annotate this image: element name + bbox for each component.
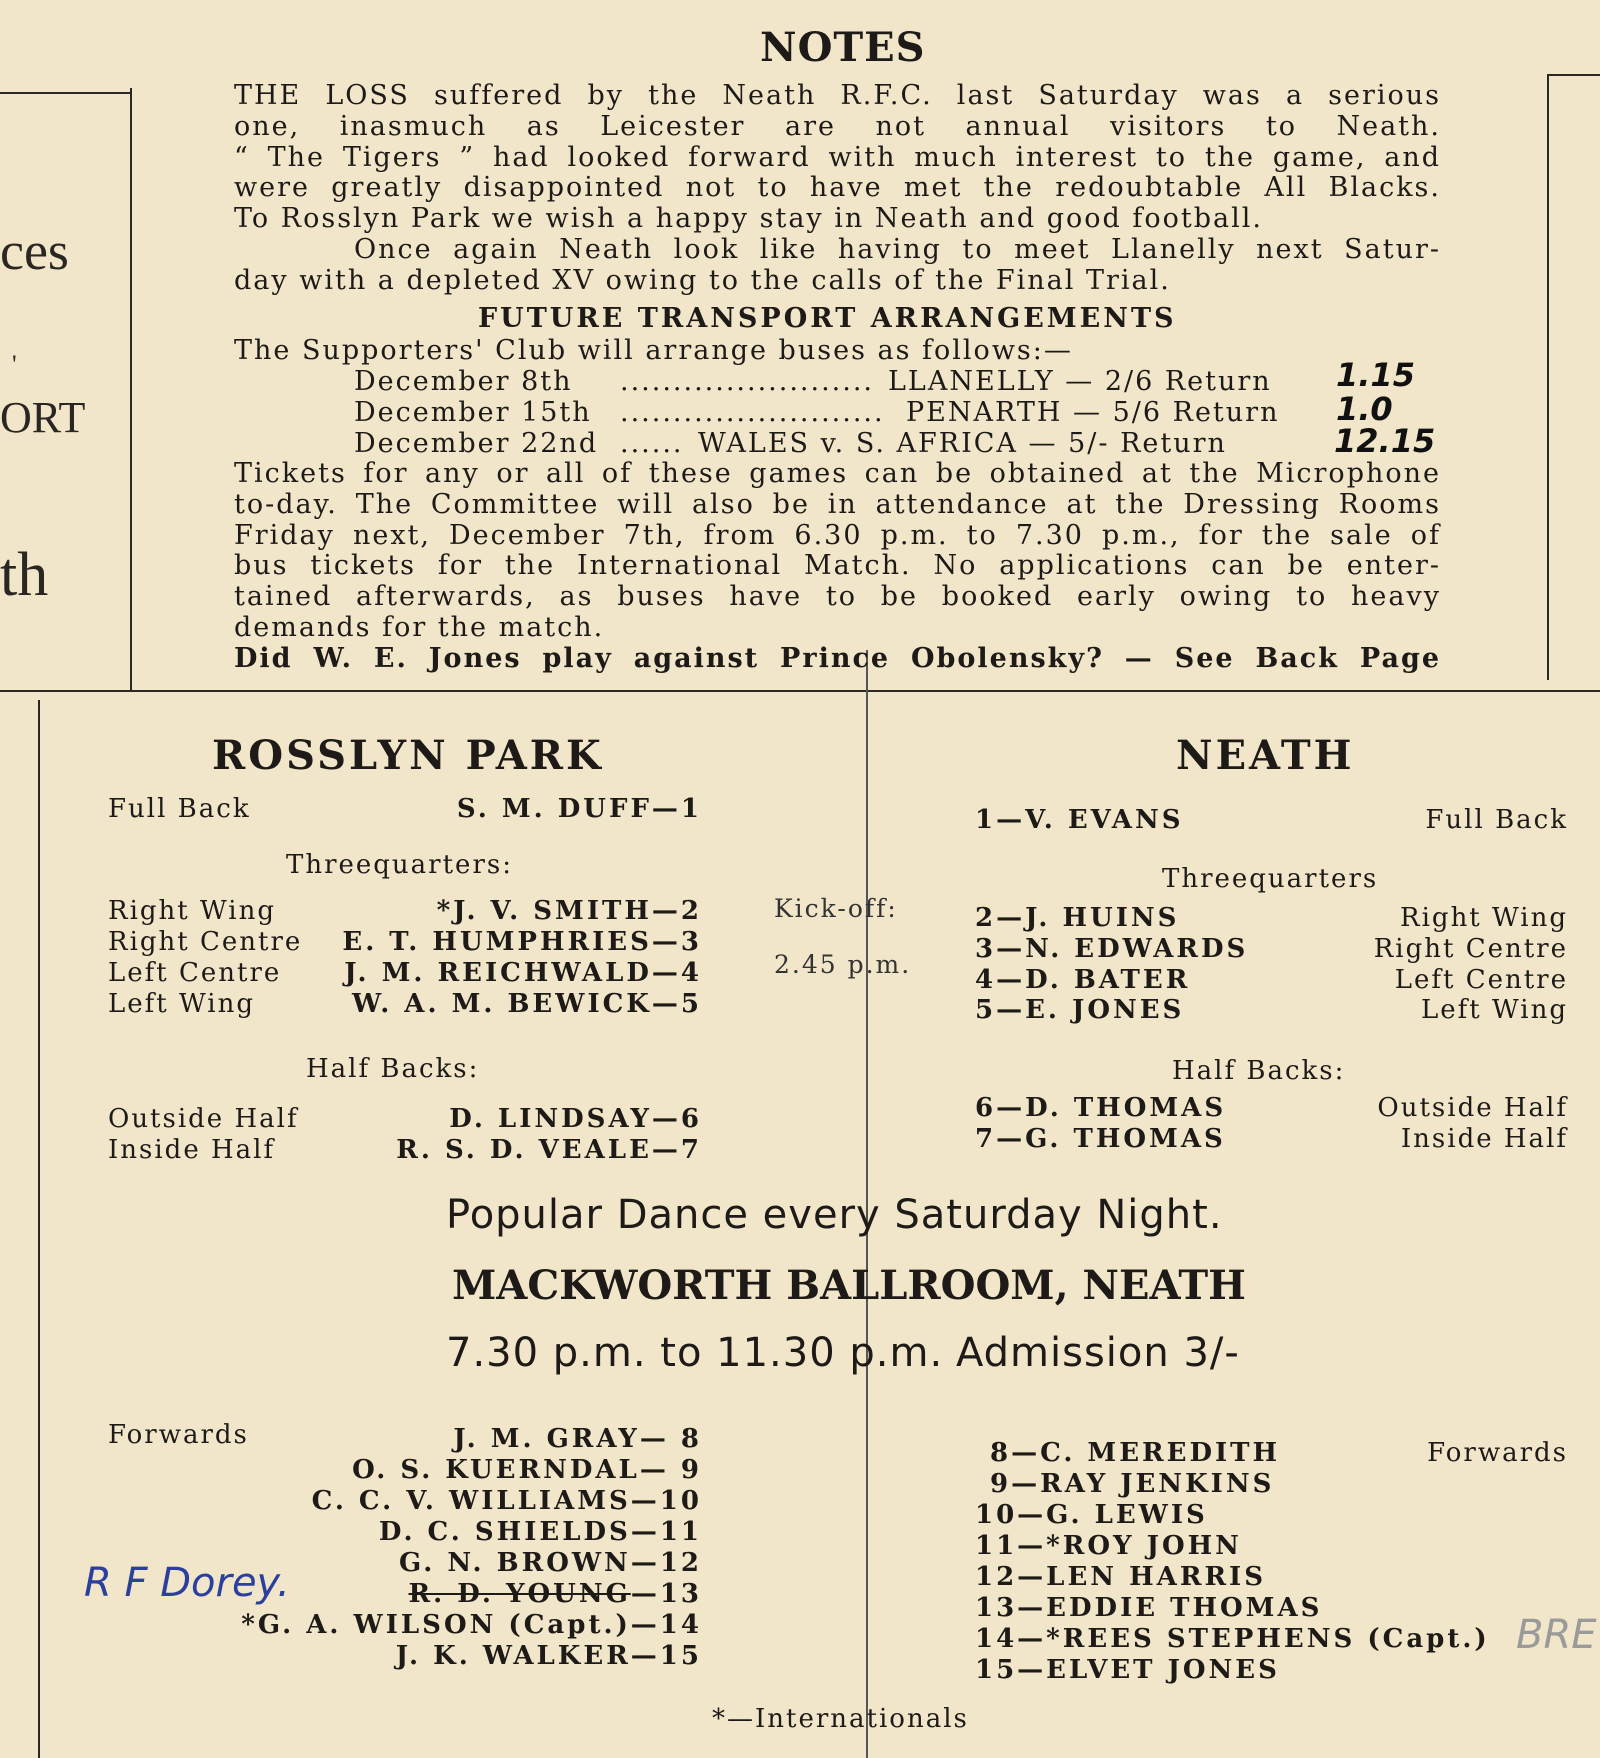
transport-intro: The Supporters' Club will arrange buses as follows:— [234,335,1073,366]
rosslyn-park-title: ROSSLYN PARK [212,732,604,779]
rosslyn-position: Inside Half [108,1135,276,1165]
kickoff-label: Kick-off: [774,894,898,923]
neath-full-back-player: 1—V. EVANS [975,805,1184,835]
handwritten-time: 1.15 [1336,356,1415,394]
rosslyn-player: J. M. REICHWALD—4 [344,958,702,988]
handwritten-time: 12.15 [1334,422,1436,460]
left-column-top-rule [0,92,130,94]
neath-half-backs-label: Half Backs: [1172,1056,1346,1086]
dance-admission: Admission 3/- [956,1330,1240,1376]
teams-left-rule [38,700,40,1758]
dance-hours: 7.30 p.m. to 11.30 p.m. [446,1330,944,1376]
notes-paragraph-line: Once again Neath look like having to meet Llanelly next Satur- [354,234,1441,265]
rosslyn-half-backs-label: Half Backs: [306,1054,480,1084]
neath-forward: 8—C. MEREDITH [990,1438,1281,1468]
neath-forward: 14—*REES STEPHENS (Capt.) [975,1624,1490,1654]
neath-title: NEATH [1176,732,1355,779]
tickets-paragraph-line: Tickets for any or all of these games can be obtained at the Microphone [234,458,1441,489]
neath-position: Right Wing [1400,903,1568,933]
notes-bottom-rule [0,690,1600,692]
rosslyn-position: Outside Half [108,1104,299,1134]
rosslyn-player: W. A. M. BEWICK—5 [352,989,702,1019]
rosslyn-player: D. LINDSAY—6 [449,1104,702,1134]
rosslyn-full-back-player: S. M. DUFF—1 [456,794,702,824]
rosslyn-forward: O. S. KUERNDAL— 9 [352,1455,702,1485]
tickets-paragraph-line: Friday next, December 7th, from 6.30 p.m. to 7.30 p.m., for the sale of [234,520,1441,551]
bus-destination: PENARTH — 5/6 Return [906,397,1280,428]
tickets-paragraph-line: bus tickets for the International Match. No applications can be enter- [234,550,1441,581]
neath-position: Left Wing [1421,995,1568,1025]
rosslyn-forward: D. C. SHIELDS—11 [378,1517,702,1547]
neath-position: Left Centre [1394,965,1568,995]
bus-leader-dots: ...... [620,428,684,459]
bus-leader-dots: ......................... [620,397,885,428]
rosslyn-forward: J. K. WALKER—15 [395,1641,702,1671]
transport-heading: FUTURE TRANSPORT ARRANGEMENTS [478,303,1177,334]
rosslyn-position: Left Centre [108,958,282,988]
back-page-teaser: Did W. E. Jones play against Prince Obolensky? — See Back Page [234,643,1441,674]
neath-forwards-label: Forwards [1427,1438,1568,1468]
right-column-top-rule [1547,74,1600,76]
tickets-paragraph-line: to-day. The Committee will also be in attendance at the Dressing Rooms [234,489,1441,520]
rosslyn-full-back-position: Full Back [108,794,251,824]
neath-player: 3—N. EDWARDS [975,934,1249,964]
neath-forward: 9—RAY JENKINS [990,1469,1275,1499]
handwritten-replacement: R F Dorey. [84,1560,290,1606]
notes-paragraph-line: one, inasmuch as Leicester are not annual visitors to Neath. [234,111,1441,142]
notes-paragraph-line: “ The Tigers ” had looked forward with much interest to the game, and [234,142,1441,173]
forward-number: —13 [630,1579,702,1609]
neath-forward: 13—EDDIE THOMAS [975,1593,1323,1623]
handwritten-note: BRE [1516,1612,1597,1658]
neath-player: 5—E. JONES [975,995,1185,1025]
neath-player: 4—D. BATER [975,965,1191,995]
bus-date: December 8th [354,366,573,397]
neath-full-back-position: Full Back [1425,805,1568,835]
margin-fragment: th [0,541,49,609]
rosslyn-threequarters-label: Threequarters: [286,850,513,880]
neath-player: 7—G. THOMAS [975,1124,1226,1154]
tickets-paragraph-line: tained afterwards, as buses have to be booked early owing to heavy [234,581,1441,612]
left-column-rule [130,88,132,692]
internationals-footnote: *—Internationals [712,1704,969,1734]
neath-position: Outside Half [1377,1093,1568,1123]
notes-paragraph-line: To Rosslyn Park we wish a happy stay in Neath and good football. [234,203,1263,234]
rosslyn-position: Right Centre [108,927,303,957]
neath-player: 6—D. THOMAS [975,1093,1227,1123]
neath-threequarters-label: Threequarters [1162,864,1379,894]
rosslyn-forward: G. N. BROWN—12 [399,1548,702,1578]
margin-fragment: ces [0,221,69,281]
rosslyn-player: *J. V. SMITH—2 [436,896,702,926]
dance-advert-line: Popular Dance every Saturday Night. [446,1192,1223,1238]
notes-paragraph-line: day with a depleted XV owing to the calls of the Final Trial. [234,265,1171,296]
neath-position: Inside Half [1400,1124,1568,1154]
neath-forward: 15—ELVET JONES [975,1655,1280,1685]
rosslyn-forward: *G. A. WILSON (Capt.)—14 [241,1610,702,1640]
bus-destination: LLANELLY — 2/6 Return [888,366,1272,397]
rosslyn-position: Left Wing [108,989,255,1019]
margin-fragment: ORT [0,393,86,442]
neath-forward: 12—LEN HARRIS [975,1562,1266,1592]
right-column-rule [1547,74,1549,680]
rosslyn-player: R. S. D. VEALE—7 [396,1135,702,1165]
margin-fragment: ' [12,350,17,379]
notes-paragraph-line: THE LOSS suffered by the Neath R.F.C. last Saturday was a serious [234,80,1441,111]
bus-leader-dots: ........................ [620,366,874,397]
kickoff-time: 2.45 p.m. [774,950,912,979]
ballroom-name: MACKWORTH BALLROOM, NEATH [452,1262,1246,1309]
rosslyn-forward: C. C. V. WILLIAMS—10 [311,1486,702,1516]
notes-title: NOTES [760,24,926,71]
neath-player: 2—J. HUINS [975,903,1180,933]
rosslyn-forward-13 [409,1579,702,1609]
neath-forward: 11—*ROY JOHN [975,1531,1242,1561]
neath-position: Right Centre [1373,934,1568,964]
bus-date: December 22nd [354,428,599,459]
rosslyn-position: Right Wing [108,896,276,926]
tickets-paragraph-line: demands for the match. [234,612,605,643]
rosslyn-forward: J. M. GRAY— 8 [453,1424,702,1454]
rosslyn-forwards-label: Forwards [108,1420,249,1450]
struck-out-player: R. D. YOUNG [408,1579,631,1609]
bus-destination: WALES v. S. AFRICA — 5/- Return [698,428,1227,459]
rosslyn-player: E. T. HUMPHRIES—3 [342,927,702,957]
bus-date: December 15th [354,397,592,428]
handwritten-time: 1.0 [1336,390,1393,428]
notes-paragraph-line: were greatly disappointed not to have met the redoubtable All Blacks. [234,172,1441,203]
neath-forward: 10—G. LEWIS [975,1500,1208,1530]
